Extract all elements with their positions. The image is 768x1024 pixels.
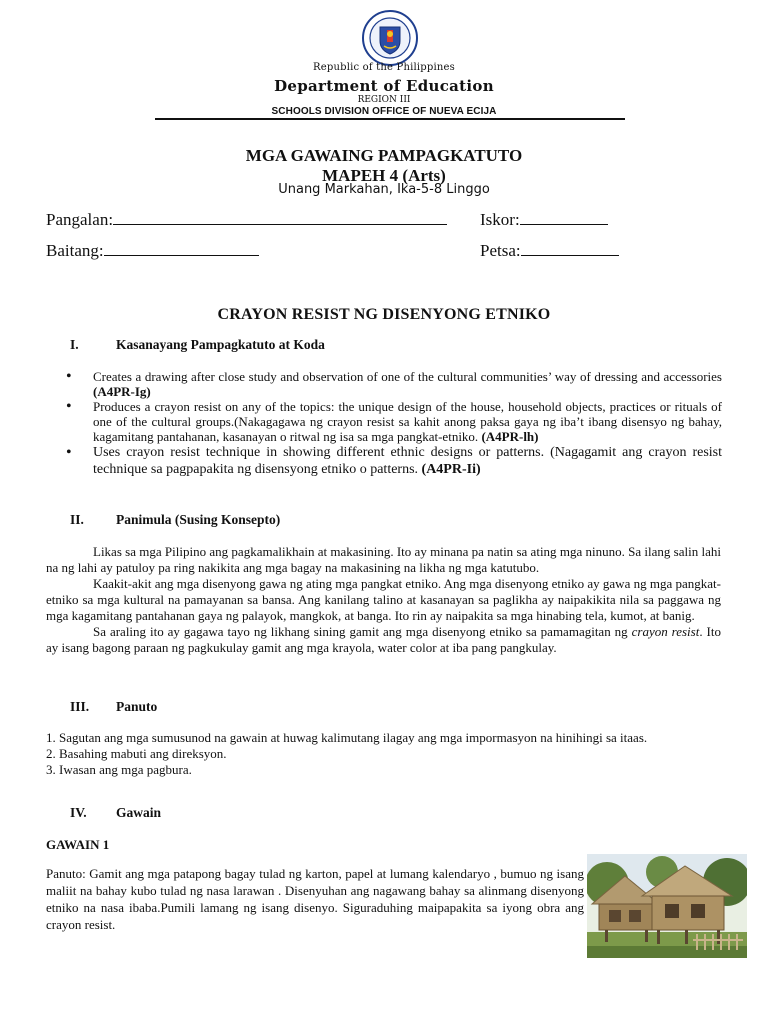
- section-4-number: IV.: [70, 805, 87, 820]
- bahay-kubo-photo: [587, 854, 747, 958]
- objectives-list: [46, 369, 722, 478]
- introduction-text: [46, 544, 721, 656]
- activity-instructions: Panuto: Gamit ang mga patapong bagay tulad ng karton, papel at lumang kalendaryo , bumuo ng isang maliit na bahay kubo tulad ng nasa larawan . Disenyuhan ang nagawang bahay sa alinmang disenyong etniko na nasa ibaba.Pumili lamang ng isang disenyo. Siguraduhing maipapakita sa iyong obra ang crayon resist.: [46, 866, 584, 932]
- list-item: 2. Basahing mabuti ang direksyon.: [46, 746, 227, 761]
- region-text: REGION III: [357, 95, 411, 105]
- grade-field[interactable]: [46, 241, 259, 261]
- name-label: Pangalan:: [46, 210, 114, 229]
- section-1-heading: [70, 337, 325, 353]
- section-3-heading: [70, 699, 157, 715]
- list-item: • Creates a drawing after close study and observation of one of the cultural communities’ way of dressing and accessories (A4PR-Ig): [46, 369, 722, 399]
- grade-label: Baitang:: [46, 241, 104, 260]
- quarter-week: Unang Markahan, Ika-5-8 Linggo: [278, 182, 490, 197]
- republic-text: Republic of the Philippines: [313, 62, 455, 73]
- activity-label: GAWAIN 1: [46, 837, 110, 852]
- section-2-number: II.: [70, 512, 84, 527]
- section-3-title: Panuto: [116, 699, 158, 714]
- competency-code: (A4PR-Ii): [421, 462, 481, 477]
- instructions-list: [46, 730, 647, 778]
- worksheet-title: MGA GAWAING PAMPAGKATUTO: [245, 146, 523, 165]
- date-blank[interactable]: [521, 241, 619, 256]
- list-item: • Produces a crayon resist on any of the topics: the unique design of the house, household objects, practices or rituals of one of the cultural groups.(Nakagagawa ng crayon resist sa kahit anong paksa gaya ng iba’t ibang disensyo ng bahay, kagamitang pantahanan, kasanayan o ritwal ng isa sa mga pangkat-etniko. (A4PR-lh): [46, 399, 722, 444]
- name-blank[interactable]: [113, 210, 447, 225]
- list-item: 1. Sagutan ang mga sumusunod na gawain at huwag kalimutang ilagay ang mga impormasyon na hinihingi sa itaas.: [46, 730, 648, 745]
- date-field[interactable]: [480, 241, 619, 261]
- grade-blank[interactable]: [104, 241, 259, 256]
- section-2-heading: [70, 512, 280, 528]
- section-2-title: Panimula (Susing Konsepto): [116, 512, 281, 527]
- competency-code: (A4PR-lh): [481, 429, 539, 444]
- intro-paragraph-1: Likas sa mga Pilipino ang pagkamalikhain at makasining. Ito ay minana pa natin sa ating mga ninuno. Sa ilang salin lahi na ng lahi ay patuloy pa ring nakikita ang mga bagay na makasining na likha ng mga katutubo.: [46, 544, 721, 575]
- list-item: • Uses crayon resist technique in showing different ethnic designs or patterns. (Nagagamit ang crayon resist technique sa pagpapakita ng disensyong etniko o patterns. (A4PR-Ii): [46, 444, 722, 478]
- score-blank[interactable]: [520, 210, 608, 225]
- list-item: 3. Iwasan ang mga pagbura.: [46, 762, 192, 777]
- score-label: Iskor:: [480, 210, 520, 229]
- header-divider: [155, 118, 625, 120]
- name-field[interactable]: [46, 210, 447, 230]
- competency-code: (A4PR-Ig): [93, 384, 151, 399]
- deped-seal-logo: [362, 10, 418, 66]
- intro-paragraph-2: Kaakit-akit ang mga disenyong gawa ng ating mga pangkat etniko. Ang mga disenyong etniko ay gawa ng mga pangkat-etniko sa mga kultural na pamayanan sa bansa. Ang kanilang talino at kasanayan sa paglikha ay naipakikita nila sa paggawa ng mga kagamitang pantahanan gaya ng palayok, mangkok, at banga. Ito rin ay naipakita sa mga hinabing tela, kumot, at banig.: [46, 576, 721, 623]
- lesson-title: CRAYON RESIST NG DISENYONG ETNIKO: [217, 306, 551, 323]
- section-3-number: III.: [70, 699, 90, 714]
- section-4-heading: [70, 805, 161, 821]
- subject-title: MAPEH 4 (Arts): [322, 166, 446, 185]
- section-4-title: Gawain: [116, 805, 162, 820]
- division-text: SCHOOLS DIVISION OFFICE OF NUEVA ECIJA: [271, 106, 497, 117]
- score-field[interactable]: [480, 210, 608, 230]
- section-1-title: Kasanayang Pampagkatuto at Koda: [116, 337, 325, 352]
- date-label: Petsa:: [480, 241, 521, 260]
- department-text: Department of Education: [274, 77, 494, 95]
- section-1-number: I.: [70, 337, 79, 352]
- crayon-resist-term: crayon resist: [631, 624, 700, 639]
- intro-paragraph-3: Sa araling ito ay gagawa tayo ng likhang sining gamit ang mga disenyong etniko sa pamamagitan ng crayon resist. Ito ay isang bagong paraan ng pagkukulay gamit ang mga krayola, water color at iba pang pangkulay.: [46, 624, 721, 655]
